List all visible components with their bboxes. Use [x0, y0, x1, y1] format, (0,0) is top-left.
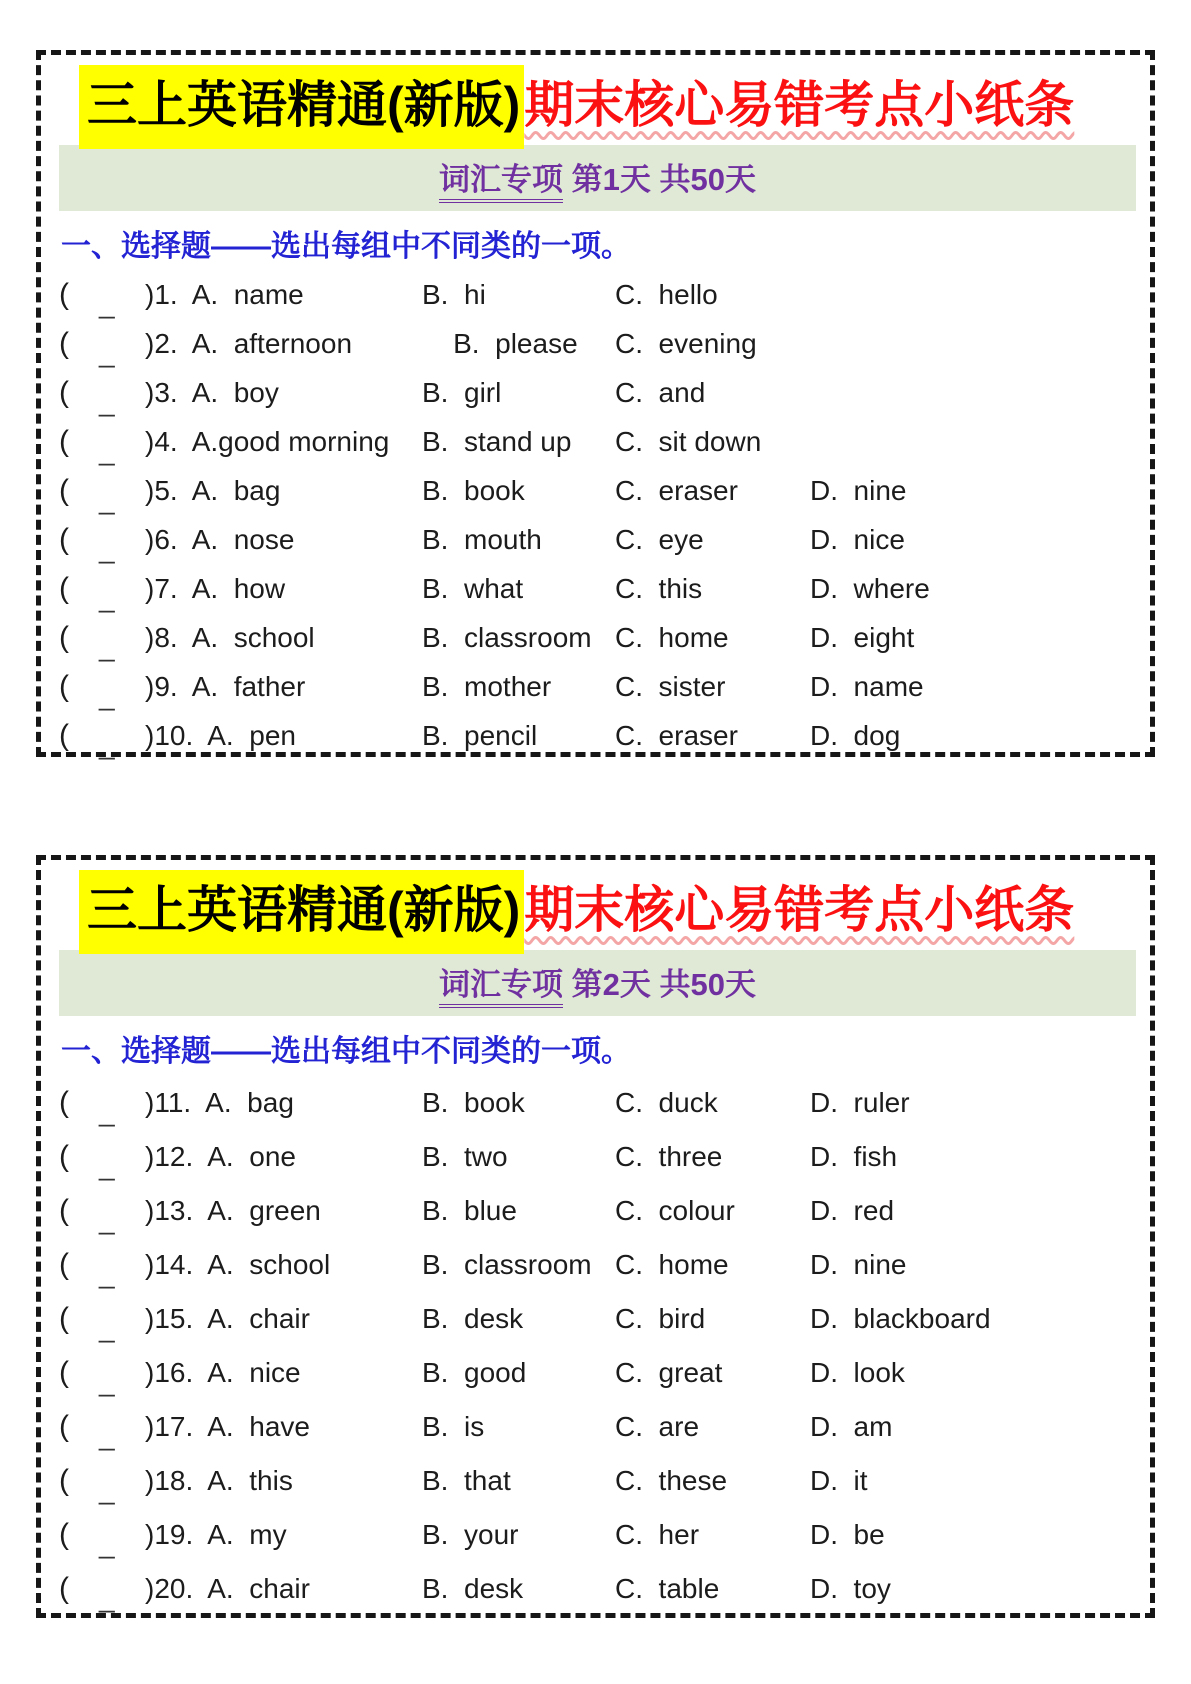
question-row: [59, 1562, 1136, 1616]
question-number-and-option-a: [145, 1303, 422, 1335]
option-c: C. these: [615, 1464, 728, 1496]
option-d: D. nine: [810, 475, 907, 506]
question-number-and-option-a: [145, 1087, 422, 1119]
answer-blank-slot: _: [99, 1527, 115, 1559]
option-c: C. this: [615, 573, 703, 604]
answer-paren-open: (: [59, 572, 69, 605]
option-a: A.good morning: [191, 426, 390, 457]
option-d: D. look: [810, 1356, 905, 1388]
question-row: [59, 1508, 1136, 1562]
question-number-and-option-a: [145, 524, 422, 556]
question-number-and-option-a: [145, 1465, 422, 1497]
option-a: A. how: [191, 573, 286, 604]
answer-blank-slot: _: [99, 435, 115, 466]
option-b: B. is: [422, 1410, 485, 1442]
worksheet-card-day1: [36, 50, 1155, 760]
answer-blank-slot: _: [99, 484, 115, 515]
option-c: C. and: [615, 377, 706, 408]
option-b: B. desk: [422, 1302, 524, 1334]
question-number-and-option-a: [145, 573, 422, 605]
question-number-and-option-a: [145, 377, 422, 409]
question-row: [59, 1184, 1136, 1238]
question-number: )12.: [145, 1140, 194, 1172]
question-row: [59, 369, 1136, 418]
question-number: )9.: [145, 671, 178, 702]
question-number-and-option-a: [145, 279, 422, 311]
answer-paren-open: (: [59, 278, 69, 311]
option-b: B. classroom: [422, 622, 592, 653]
question-number-and-option-a: [145, 1411, 422, 1443]
option-c: C. evening: [615, 328, 757, 359]
question-number: )20.: [145, 1572, 194, 1604]
option-a: A. father: [191, 671, 306, 702]
answer-blank-slot: _: [99, 1095, 115, 1127]
question-number-and-option-a: [145, 475, 422, 507]
option-d: D. ruler: [810, 1086, 910, 1118]
subtitle-bar: [59, 950, 1136, 1016]
option-d: D. am: [810, 1410, 893, 1442]
question-number: )16.: [145, 1356, 194, 1388]
question-number: )14.: [145, 1248, 194, 1280]
question-row: [59, 516, 1136, 565]
option-b: B. desk: [422, 1572, 524, 1604]
question-number: )7.: [145, 573, 178, 604]
question-row: [59, 271, 1136, 320]
option-d: D. name: [810, 671, 924, 702]
option-d: D. nine: [810, 1248, 907, 1280]
answer-blank-slot: _: [99, 1203, 115, 1235]
option-b: B. two: [422, 1140, 508, 1172]
option-a: A. this: [207, 1464, 293, 1496]
option-c: C. eraser: [615, 720, 738, 751]
option-c: C. are: [615, 1410, 700, 1442]
question-row: [59, 1238, 1136, 1292]
question-number: )8.: [145, 622, 178, 653]
option-b: B. blue: [422, 1194, 517, 1226]
option-b: B. please: [422, 328, 578, 359]
answer-blank-slot: _: [99, 1473, 115, 1505]
question-number: )13.: [145, 1194, 194, 1226]
question-number: )3.: [145, 377, 178, 408]
answer-paren-open: (: [59, 1193, 69, 1227]
answer-paren-open: (: [59, 670, 69, 703]
answer-paren-open: (: [59, 1247, 69, 1281]
question-number: )10.: [145, 720, 194, 751]
option-b: B. hi: [422, 279, 486, 310]
option-b: B. stand up: [422, 426, 572, 457]
question-row: [59, 1400, 1136, 1454]
answer-blank-slot: _: [99, 1365, 115, 1397]
question-number: )5.: [145, 475, 178, 506]
option-a: A. one: [207, 1140, 296, 1172]
question-row: [59, 663, 1136, 712]
option-d: D. where: [810, 573, 930, 604]
answer-blank-slot: _: [99, 288, 115, 319]
answer-blank-slot: _: [99, 582, 115, 613]
question-list: [59, 1076, 1136, 1616]
option-c: C. colour: [615, 1194, 735, 1226]
option-d: D. blackboard: [810, 1302, 991, 1334]
option-c: C. three: [615, 1140, 723, 1172]
question-number: )17.: [145, 1410, 194, 1442]
question-row: [59, 614, 1136, 663]
option-c: C. home: [615, 1248, 729, 1280]
answer-blank-slot: _: [99, 533, 115, 564]
answer-paren-open: (: [59, 1463, 69, 1497]
answer-paren-open: (: [59, 327, 69, 360]
option-d: D. toy: [810, 1572, 891, 1604]
option-c: C. home: [615, 622, 729, 653]
answer-paren-open: (: [59, 1571, 69, 1605]
option-a: A. chair: [207, 1572, 310, 1604]
answer-paren-open: (: [59, 719, 69, 752]
question-number: )19.: [145, 1518, 194, 1550]
option-a: A. school: [207, 1248, 331, 1280]
answer-paren-open: (: [59, 523, 69, 556]
answer-paren-open: (: [59, 1139, 69, 1173]
option-a: A. my: [207, 1518, 287, 1550]
question-row: [59, 1346, 1136, 1400]
option-a: A. bag: [205, 1086, 294, 1118]
question-row: [59, 418, 1136, 467]
subtitle-label: 词汇专项: [439, 967, 563, 1008]
question-row: [59, 1454, 1136, 1508]
option-c: C. hello: [615, 279, 718, 310]
title-highlighted-text: 三上英语精通(新版): [79, 65, 524, 149]
option-b: B. mother: [422, 671, 552, 702]
option-b: B. book: [422, 475, 525, 506]
answer-paren-open: (: [59, 425, 69, 458]
answer-blank-slot: _: [99, 386, 115, 417]
answer-blank-slot: _: [99, 729, 115, 760]
title-red-text: 期末核心易错考点小纸条: [524, 77, 1075, 133]
title-red-text: 期末核心易错考点小纸条: [524, 882, 1075, 938]
option-c: C. eye: [615, 524, 704, 555]
question-number: )2.: [145, 328, 178, 359]
option-c: C. duck: [615, 1086, 718, 1118]
question-row: [59, 712, 1136, 761]
answer-blank-slot: _: [99, 1149, 115, 1181]
option-d: D. be: [810, 1518, 885, 1550]
option-b: B. good: [422, 1356, 527, 1388]
option-a: A. pen: [207, 720, 296, 751]
answer-paren-open: (: [59, 1355, 69, 1389]
question-number: )15.: [145, 1302, 194, 1334]
answer-blank-slot: _: [99, 631, 115, 662]
option-d: D. fish: [810, 1140, 898, 1172]
section-heading: 一、选择题——选出每组中不同类的一项。: [61, 229, 631, 263]
option-a: A. boy: [191, 377, 279, 408]
question-list: [59, 271, 1136, 761]
question-number-and-option-a: [145, 1573, 422, 1605]
option-b: B. book: [422, 1086, 525, 1118]
subtitle-label: 词汇专项: [439, 162, 563, 203]
option-c: C. bird: [615, 1302, 706, 1334]
answer-paren-open: (: [59, 1517, 69, 1551]
subtitle-day-count: 第2天 共50天: [563, 966, 756, 1002]
option-c: C. table: [615, 1572, 720, 1604]
question-row: [59, 1076, 1136, 1130]
subtitle-day-count: 第1天 共50天: [563, 161, 756, 197]
option-d: D. dog: [810, 720, 901, 751]
option-b: B. your: [422, 1518, 519, 1550]
card-title: [79, 882, 1136, 940]
option-b: B. classroom: [422, 1248, 592, 1280]
option-a: A. school: [191, 622, 315, 653]
answer-paren-open: (: [59, 474, 69, 507]
option-a: A. nose: [191, 524, 295, 555]
question-number-and-option-a: [145, 426, 422, 458]
worksheet-card-day2: [36, 855, 1155, 1618]
option-c: C. sister: [615, 671, 726, 702]
option-a: A. green: [207, 1194, 321, 1226]
card-title: [79, 77, 1136, 135]
question-number: )11.: [145, 1086, 192, 1118]
answer-blank-slot: _: [99, 680, 115, 711]
question-number-and-option-a: [145, 720, 422, 752]
question-number-and-option-a: [145, 1519, 422, 1551]
question-number: )18.: [145, 1464, 194, 1496]
option-b: B. girl: [422, 377, 502, 408]
option-a: A. chair: [207, 1302, 310, 1334]
answer-blank-slot: _: [99, 1419, 115, 1451]
option-d: D. nice: [810, 524, 905, 555]
option-a: A. bag: [191, 475, 281, 506]
answer-paren-open: (: [59, 621, 69, 654]
option-b: B. that: [422, 1464, 511, 1496]
answer-paren-open: (: [59, 1301, 69, 1335]
question-number-and-option-a: [145, 1195, 422, 1227]
answer-blank-slot: _: [99, 1581, 115, 1613]
question-number-and-option-a: [145, 622, 422, 654]
section-heading: 一、选择题——选出每组中不同类的一项。: [61, 1034, 631, 1068]
option-b: B. what: [422, 573, 524, 604]
question-number-and-option-a: [145, 1141, 422, 1173]
question-row: [59, 467, 1136, 516]
question-number: )6.: [145, 524, 178, 555]
answer-paren-open: (: [59, 1409, 69, 1443]
option-a: A. afternoon: [191, 328, 353, 359]
option-d: D. eight: [810, 622, 915, 653]
option-b: B. mouth: [422, 524, 542, 555]
option-c: C. eraser: [615, 475, 738, 506]
option-b: B. pencil: [422, 720, 538, 751]
option-c: C. her: [615, 1518, 700, 1550]
question-row: [59, 1130, 1136, 1184]
question-row: [59, 1292, 1136, 1346]
option-a: A. nice: [207, 1356, 301, 1388]
answer-blank-slot: _: [99, 337, 115, 368]
option-d: D. it: [810, 1464, 868, 1496]
subtitle-bar: [59, 145, 1136, 211]
question-row: [59, 320, 1136, 369]
title-highlighted-text: 三上英语精通(新版): [79, 870, 524, 954]
answer-blank-slot: _: [99, 1311, 115, 1343]
answer-blank-slot: _: [99, 1257, 115, 1289]
option-a: A. name: [191, 279, 304, 310]
question-row: [59, 565, 1136, 614]
question-number-and-option-a: [145, 1249, 422, 1281]
answer-paren-open: (: [59, 1085, 69, 1119]
question-number-and-option-a: [145, 328, 422, 360]
question-number: )1.: [145, 279, 178, 310]
option-a: A. have: [207, 1410, 310, 1442]
option-c: C. great: [615, 1356, 723, 1388]
option-c: C. sit down: [615, 426, 762, 457]
question-number: )4.: [145, 426, 178, 457]
option-d: D. red: [810, 1194, 895, 1226]
question-number-and-option-a: [145, 1357, 422, 1389]
answer-paren-open: (: [59, 376, 69, 409]
question-number-and-option-a: [145, 671, 422, 703]
